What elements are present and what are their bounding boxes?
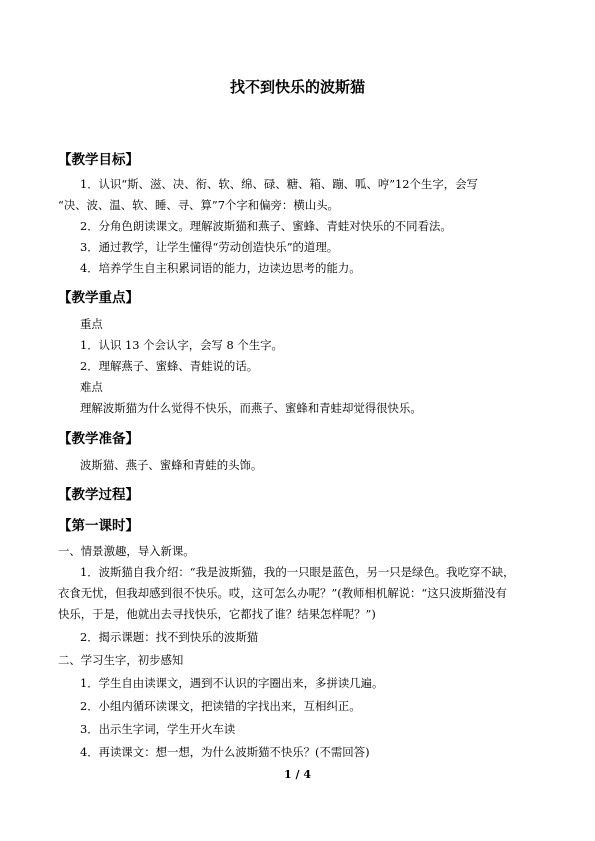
heading-focus: 【教学重点】 <box>58 290 139 306</box>
goal-line: 1．认识“斯、滋、决、衔、软、绵、碌、糖、箱、蹦、呱、哼”12个生字，会写 <box>80 177 478 191</box>
heading-prep: 【教学准备】 <box>58 431 139 447</box>
focus-line: 1．认识 13 个会认字，会写 8 个生字。 <box>80 338 283 352</box>
focus-line: 2．理解燕子、蜜蜂、青蛙说的话。 <box>80 359 259 373</box>
document-title: 找不到快乐的波斯猫 <box>229 78 365 96</box>
page-number: 1 / 4 <box>284 768 311 781</box>
focus-line: 难点 <box>80 380 103 394</box>
heading-lesson: 【第一课时】 <box>58 518 139 534</box>
prep-line: 波斯猫、燕子、蜜蜂和青蛙的头饰。 <box>80 458 263 472</box>
focus-line: 重点 <box>80 317 103 331</box>
goal-line: “决、波、温、软、睡、寻、算”7个字和偏旁：横山头。 <box>58 198 339 212</box>
goal-line: 3．通过教学，让学生懂得“劳动创造快乐”的道理。 <box>80 240 339 254</box>
lesson-line: 一、情景激趣，导入新课。 <box>58 544 195 558</box>
lesson-line: 1．学生自由读课文，遇到不认识的字圈出来，多拼读几遍。 <box>80 676 384 690</box>
lesson-line: 2．揭示课题：找不到快乐的波斯猫 <box>80 630 259 644</box>
goal-line: 4．培养学生自主积累词语的能力，边读边思考的能力。 <box>80 261 361 275</box>
focus-line: 理解波斯猫为什么觉得不快乐，而燕子、蜜蜂和青蛙却觉得很快乐。 <box>80 401 422 415</box>
lesson-line: 衣食无忧，但我却感到很不快乐。哎，这可怎么办呢？”(教师相机解说：“这只波斯猫没有 <box>58 586 507 600</box>
lesson-line: 3．出示生字词，学生开火车读 <box>80 722 236 736</box>
lesson-line: 4．再读课文：想一想，为什么波斯猫不快乐？(不需回答) <box>80 745 370 759</box>
lesson-line: 1．波斯猫自我介绍：“我是波斯猫，我的一只眼是蓝色，另一只是绿色。我吃穿不缺， <box>80 565 515 579</box>
goal-line: 2．分角色朗读课文。理解波斯猫和燕子、蜜蜂、青蛙对快乐的不同看法。 <box>80 219 452 233</box>
heading-process: 【教学过程】 <box>58 487 139 503</box>
lesson-line: 快乐，于是，他就出去寻找快乐，它都找了谁？结果怎样呢？”) <box>58 607 376 621</box>
heading-goals: 【教学目标】 <box>58 152 139 168</box>
lesson-line: 2．小组内循环读课文，把读错的字找出来，互相纠正。 <box>80 699 361 713</box>
lesson-line: 二、学习生字，初步感知 <box>58 653 184 667</box>
